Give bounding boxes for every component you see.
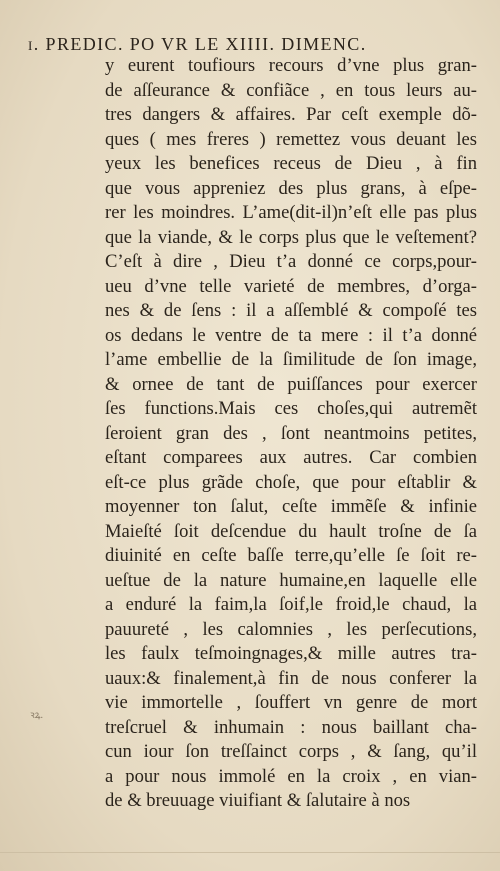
text-line: eſtant comparees aux autres. Car combien — [105, 447, 477, 468]
body-text — [105, 54, 477, 814]
text-line: a enduré la faim,la ſoif,le froid,le chaud, la — [105, 594, 477, 615]
text-line: y eurent toufiours recours d’vne plus gran- — [105, 55, 477, 76]
text-line: os dedans le ventre de ta mere : il t’a donné — [105, 324, 477, 346]
text-line: rer les moindres. L’ame(dit-il)n’eſt elle pas plus — [105, 202, 477, 223]
text-line: Maieſté ſoit deſcendue du hault troſne de ſa — [105, 520, 477, 542]
text-line: ueu d’vne telle varieté de membres, d’orga- — [105, 275, 477, 297]
page-edge — [0, 852, 500, 859]
text-line: tres dangers & affaires. Par ceſt exemple dõ- — [105, 104, 477, 125]
text-line: vie immortelle , ſouffert vn genre de mort — [105, 692, 477, 713]
text-line: treſcruel & inhumain : nous baillant cha- — [105, 716, 477, 738]
text-line: ueſtue de la nature humaine,en laquelle elle — [105, 569, 477, 591]
text-line: ques ( mes freres ) remettez vous deuant les — [105, 128, 477, 150]
text-line: l’ame embellie de la ſimilitude de ſon image, — [105, 349, 477, 370]
running-head: ı. PREDIC. PO VR LE XIIII. DIMENC. — [28, 34, 367, 54]
text-line: nes & de ſens : il a aſſemblé & compoſé tes — [105, 300, 477, 321]
text-line: eſt-ce plus grãde choſe, que pour eſtablir & — [105, 471, 477, 493]
text-line: ſes functions.Mais ces choſes,qui autremẽt — [105, 398, 477, 419]
text-line: de & breuuage viuifiant & ſalutaire à nos — [105, 790, 411, 811]
text-line: les faulx teſmoingnages,& mille autres tra- — [105, 643, 477, 664]
text-line: C’eſt à dire , Dieu t’a donné ce corps,pour- — [105, 251, 477, 272]
text-line: moyenner ton ſalut, ceſte immẽſe & infinie — [105, 496, 477, 517]
text-line: a pour nous immolé en la croix , en vian- — [105, 765, 477, 787]
text-line: de aſſeurance & confiãce , en tous leurs au- — [105, 79, 477, 101]
text-line: & ornee de tant de puiſſances pour exercer — [105, 373, 477, 395]
text-line: cun iour ſon treſſainct corps , & ſang, qu’il — [105, 741, 477, 762]
text-line: que la viande, & le corps plus que le veſtement? — [105, 226, 477, 248]
text-line: yeux les benefices receus de Dieu , à fin — [105, 153, 477, 174]
text-line: diuinité en ceſte baſſe terre,qu’elle ſe ſoit re- — [105, 545, 477, 566]
text-line: ſeroient gran des , ſont neantmoins petites, — [105, 422, 477, 444]
text-line: que vous appreniez des plus grans, à eſpe- — [105, 177, 477, 199]
text-line: pauureté , les calomnies , les perſecutions, — [105, 618, 477, 640]
text-line: uaux:& finalement,à fin de nous conferer la — [105, 667, 477, 689]
margin-note: ꝛꝝ. — [30, 710, 44, 721]
